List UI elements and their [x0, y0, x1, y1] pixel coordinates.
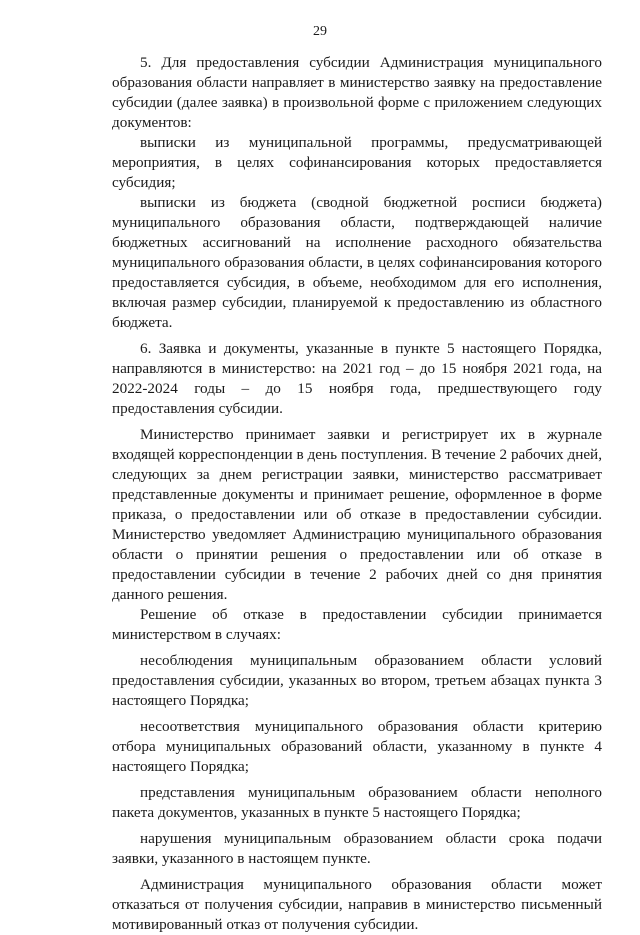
paragraph-list-item-program: выписки из муниципальной программы, предусматривающей мероприятия, в целях софинансирования которых предоставляется субсидия;	[112, 134, 602, 191]
paragraph-ministry-review: Министерство принимает заявки и регистрирует их в журнале входящей корреспонденции в день поступления. В течение 2 рабочих дней, следующих за днем регистрации заявки, министерство рассматривает представленные документы и принимает решение, оформленное в форме приказа, о предоставлении или об отказе в предоставлении субсидии. Министерство уведомляет Администрацию муниципального образования области о принятии решения о предоставлении или об отказе в предоставлении субсидии в течение 2 рабочих дней со дня принятия данного решения.	[112, 426, 602, 603]
document-body	[112, 53, 602, 935]
paragraph-list-item-budget: выписки из бюджета (сводной бюджетной росписи бюджета) муниципального образования области, подтверждающей наличие бюджетных ассигнований на исполнение расходного обязательства муниципального образования области, в целях софинансирования которого предоставляется субсидия, в объеме, необходимом для его исполнения, включая размер субсидии, планируемой к предоставлению из областного бюджета.	[112, 194, 602, 331]
paragraph-refusal-intro: Решение об отказе в предоставлении субсидии принимается министерством в случаях:	[112, 606, 602, 643]
paragraph-refusal-case-deadline: нарушения муниципальным образованием области срока подачи заявки, указанного в настоящем пункте.	[112, 830, 602, 867]
paragraph-voluntary-refusal: Администрация муниципального образования области может отказаться от получения субсидии, направив в министерство письменный мотивированный отказ от получения субсидии.	[112, 876, 602, 933]
paragraph-refusal-case-conditions: несоблюдения муниципальным образованием области условий предоставления субсидии, указанных во втором, третьем абзацах пункта 3 настоящего Порядка;	[112, 652, 602, 709]
paragraph-refusal-case-criteria: несоответствия муниципального образования области критерию отбора муниципальных образований области, указанному в пункте 4 настоящего Порядка;	[112, 718, 602, 775]
paragraph-refusal-case-incomplete: представления муниципальным образованием области неполного пакета документов, указанных в пункте 5 настоящего Порядка;	[112, 784, 602, 821]
paragraph-5-intro: 5. Для предоставления субсидии Администрация муниципального образования области направляет в министерство заявку на предоставление субсидии (далее заявка) в произвольной форме с приложением следующих документов:	[112, 54, 602, 131]
page-number: 29	[313, 24, 327, 39]
paragraph-6-deadlines: 6. Заявка и документы, указанные в пункте 5 настоящего Порядка, направляются в министерство: на 2021 год – до 15 ноября 2021 года, на 2022-2024 годы – до 15 ноября года, предшествующего году предоставления субсидии.	[112, 340, 602, 417]
